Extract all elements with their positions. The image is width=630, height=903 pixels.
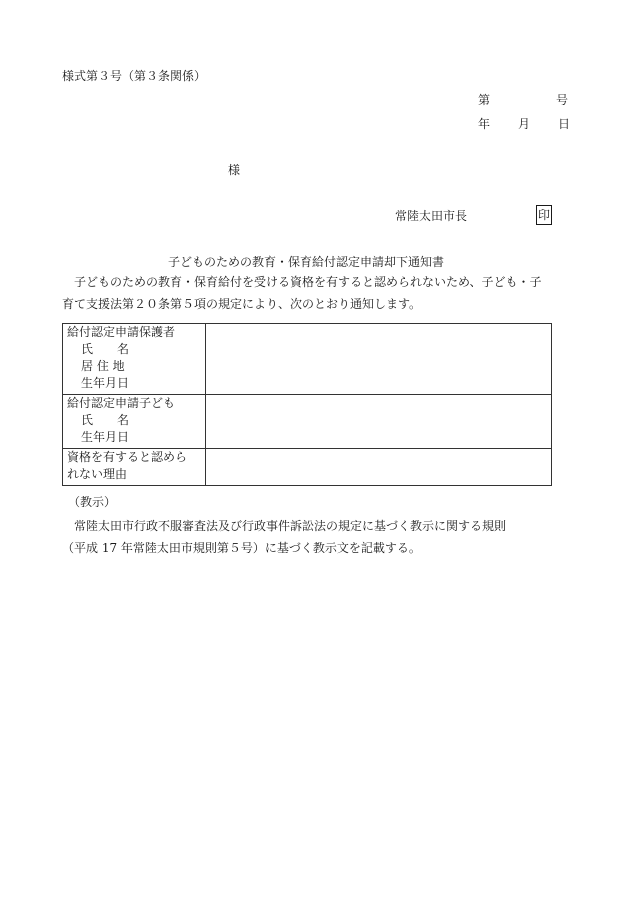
- date-year: 年: [478, 117, 491, 131]
- table-row-child: [63, 395, 552, 449]
- child-value-cell[interactable]: [206, 395, 552, 449]
- guardian-heading: 給付認定申請保護者: [67, 325, 176, 339]
- notice-body-line-1: 子どものための教育・保育給付を受ける資格を有すると認められないため、子ども・子: [74, 275, 542, 289]
- guardian-label-cell: [63, 324, 206, 395]
- guardian-value-cell[interactable]: [206, 324, 552, 395]
- table-row-guardian: [63, 324, 552, 395]
- child-heading: 給付認定申請子ども: [67, 396, 176, 410]
- seal-mark: 印: [536, 205, 552, 225]
- reason-label-line-2: れない理由: [67, 467, 128, 481]
- date-day: 日: [558, 117, 571, 131]
- guardian-address-label: 居 住 地: [81, 359, 125, 373]
- instruction-heading: （教示）: [68, 495, 117, 509]
- addressee-honorific: 様: [228, 163, 241, 177]
- notice-body: [62, 271, 572, 315]
- child-name-label: 氏 名: [81, 413, 130, 427]
- reason-label-cell: [63, 449, 206, 486]
- notice-body-line-2: 育て支援法第２０条第５項の規定により、次のとおり通知します。: [62, 297, 422, 311]
- date-month: 月: [518, 117, 531, 131]
- number-prefix: 第: [478, 93, 491, 107]
- document-title: 子どものための教育・保育給付認定申請却下通知書: [168, 255, 445, 269]
- form-label: 様式第３号（第３条関係）: [62, 69, 207, 83]
- child-birth-label: 生年月日: [81, 430, 130, 444]
- guardian-birth-label: 生年月日: [81, 376, 130, 390]
- sender-name: 常陸太田市長: [395, 209, 468, 223]
- info-table: [62, 323, 552, 486]
- guardian-name-label: 氏 名: [81, 342, 130, 356]
- child-label-cell: [63, 395, 206, 449]
- number-suffix: 号: [556, 93, 569, 107]
- reason-value-cell[interactable]: [206, 449, 552, 486]
- reason-label-line-1: 資格を有すると認めら: [67, 450, 188, 464]
- instruction-body: [62, 515, 582, 559]
- instruction-line-2: （平成 17 年常陸太田市規則第５号）に基づく教示文を記載する。: [62, 541, 421, 555]
- instruction-line-1: 常陸太田市行政不服審査法及び行政事件訴訟法の規定に基づく教示に関する規則: [74, 519, 507, 533]
- table-row-reason: [63, 449, 552, 486]
